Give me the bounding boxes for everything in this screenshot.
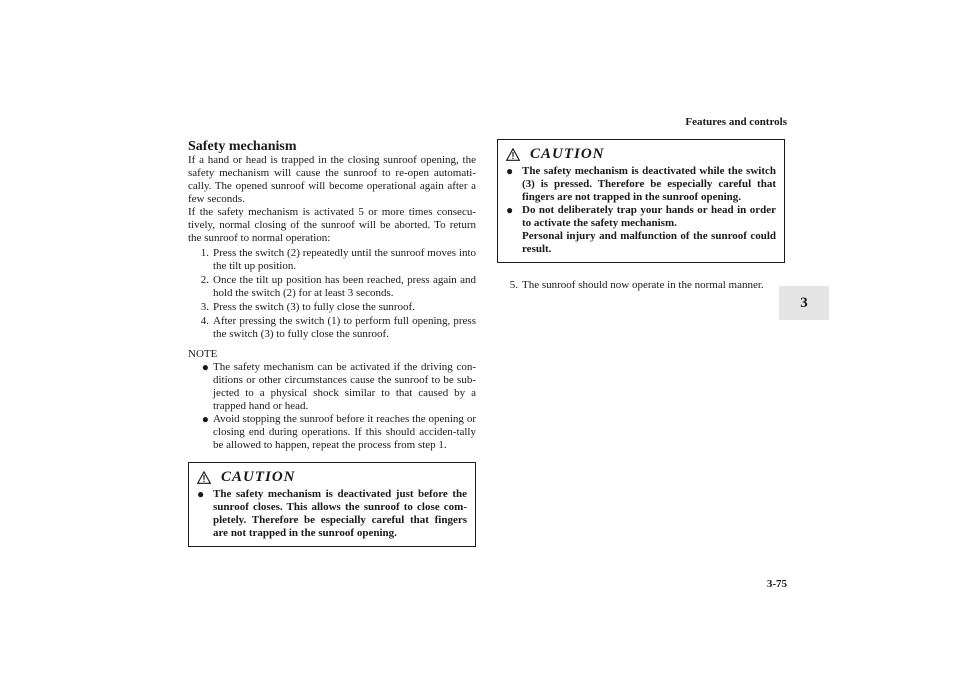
caution-text: The safety mechanism is deactivated just before the sunroof closes. This allows the sunroof to close com-pletely. Therefore be especially careful that fingers are not trapped in the sunroof opening.: [213, 488, 467, 539]
step-text: Once the tilt up position has been reached, press again and hold the switch (2) for at least 3 seconds.: [213, 274, 476, 299]
note-item: [188, 361, 476, 413]
step-number: 1.: [200, 247, 209, 259]
caution-box: [497, 139, 785, 263]
step-number: 3.: [200, 301, 209, 313]
caution-header: [197, 466, 467, 488]
step-number: 5.: [509, 279, 518, 291]
step-text: After pressing the switch (1) to perform full opening, press the switch (3) to fully close the sunroof.: [213, 315, 476, 340]
caution-list: [197, 488, 467, 540]
note-text: Avoid stopping the sunroof before it reaches the opening or closing end during operations. If this should acciden-tally be allowed to happen, repeat the process from step 1.: [213, 413, 476, 451]
bullet-icon: ●: [506, 164, 514, 178]
step-text: The sunroof should now operate in the normal manner.: [522, 279, 764, 291]
caution-text: The safety mechanism is deactivated while the switch (3) is pressed. Therefore be especially careful that fingers are not trapped in the sunroof opening.: [522, 165, 776, 203]
note-item: [188, 413, 476, 452]
page-header: Features and controls: [685, 116, 787, 128]
bullet-icon: ●: [506, 203, 514, 217]
step-text: Press the switch (2) repeatedly until the sunroof moves into the tilt up position.: [213, 247, 476, 272]
step-number: 2.: [200, 274, 209, 286]
step-item: [188, 274, 476, 300]
bullet-icon: ●: [201, 360, 209, 374]
note-title: NOTE: [188, 348, 218, 360]
caution-label: CAUTION: [221, 468, 296, 485]
note-text: The safety mechanism can be activated if the driving con-ditions or other circumstances cause the sunroof to be sub-jected to a physical shock similar to that caused by a trapped hand or head.: [213, 361, 476, 412]
caution-item: [506, 204, 776, 256]
step-item: [188, 301, 476, 314]
caution-header: [506, 143, 776, 165]
step-number: 4.: [200, 315, 209, 327]
step-text: Press the switch (3) to fully close the sunroof.: [213, 301, 415, 313]
step-item: [497, 279, 785, 292]
caution-label: CAUTION: [530, 145, 605, 162]
step-item: [188, 247, 476, 273]
procedure-steps: [188, 247, 476, 341]
section-title: Safety mechanism: [188, 139, 297, 154]
bullet-icon: ●: [201, 412, 209, 426]
caution-list: [506, 165, 776, 256]
caution-box: [188, 462, 476, 547]
caution-item: [506, 165, 776, 204]
warning-triangle-icon: [197, 471, 211, 484]
bullet-icon: ●: [197, 487, 205, 501]
step-item: [188, 315, 476, 341]
caution-item: [197, 488, 467, 540]
left-column: [188, 139, 476, 547]
page-number: 3-75: [766, 578, 787, 590]
paragraph: If a hand or head is trapped in the closing sunroof opening, the safety mechanism will cause the sunroof to re-open automati-cally. The opened sunroof will become operational again after a few seconds.: [188, 154, 476, 205]
paragraph: If the safety mechanism is activated 5 or more times consecu-tively, normal closing of the sunroof will be aborted. To return the sunroof to normal operation:: [188, 206, 476, 244]
right-column: [497, 139, 785, 293]
warning-triangle-icon: [506, 148, 520, 161]
caution-text: Do not deliberately trap your hands or head in order to activate the safety mechanism. Personal injury and malfunction of the sunroof could result.: [522, 204, 776, 255]
note-list: [188, 361, 476, 452]
chapter-tab: 3: [779, 286, 829, 320]
